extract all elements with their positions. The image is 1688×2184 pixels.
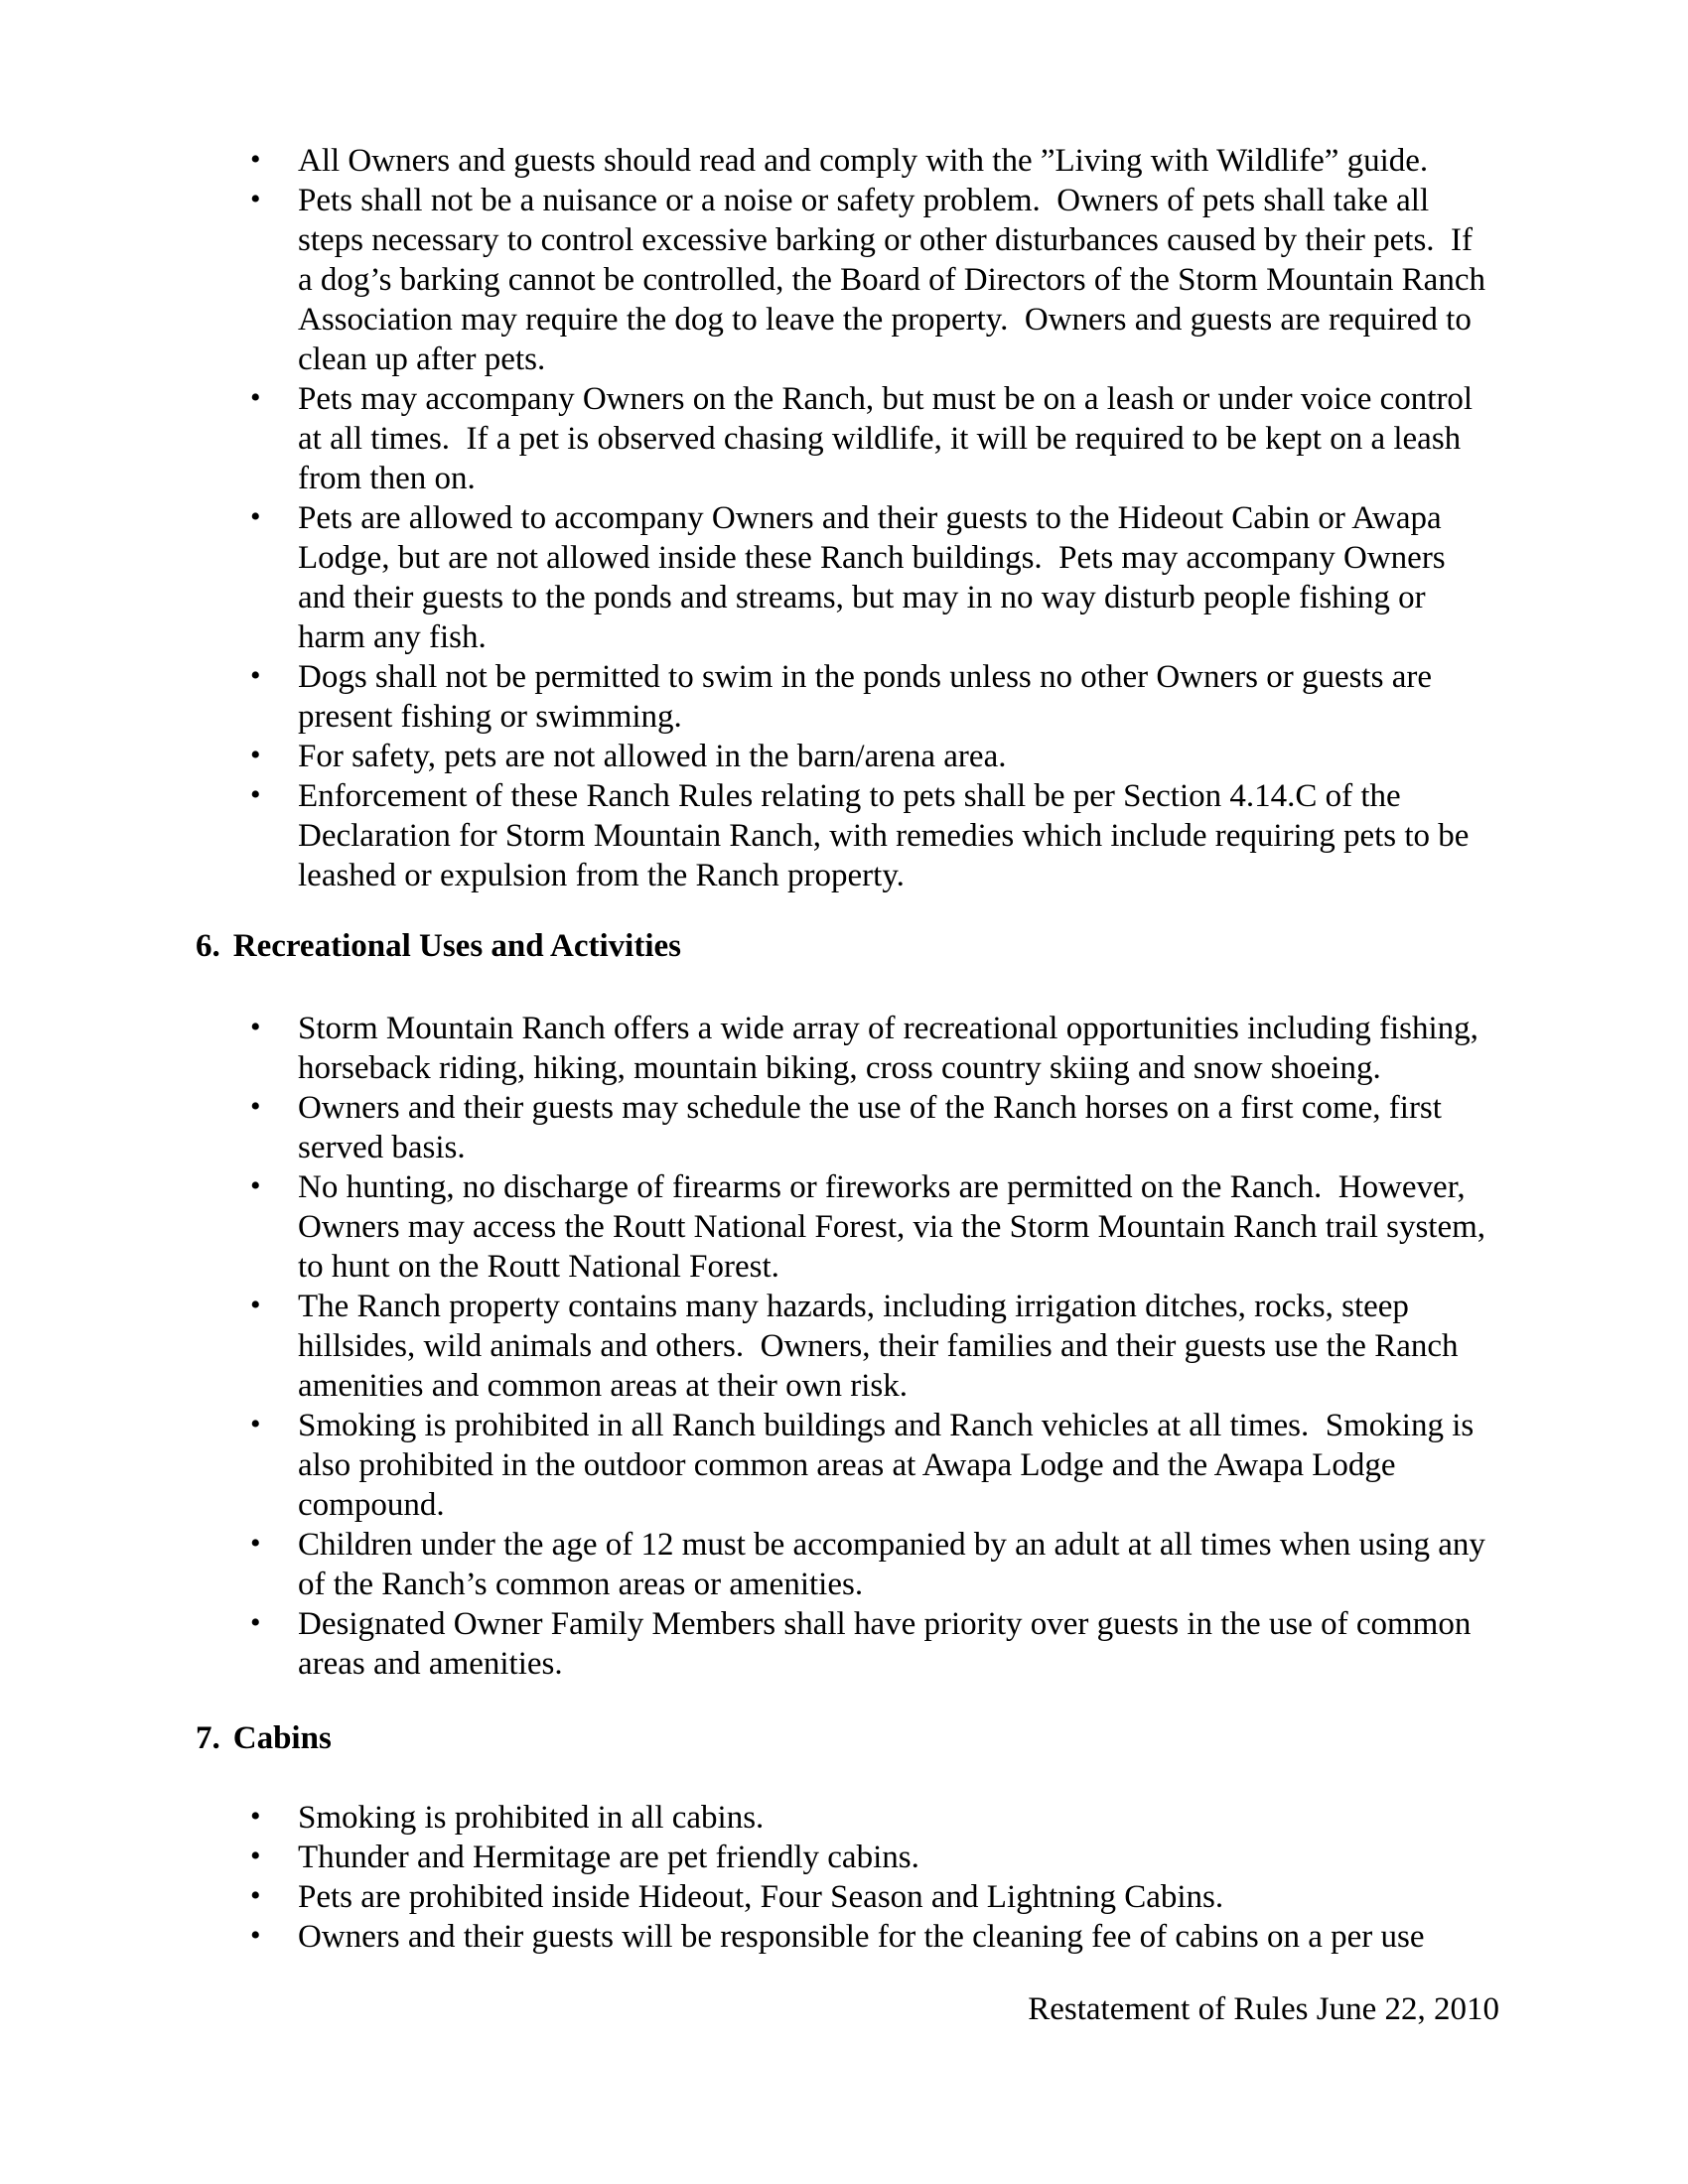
- bullet-text: The Ranch property contains many hazards, including irrigation ditches, rocks, steep hillsides, wild animals and others. Owners, their families and their guests use the Ranch amenities and common areas at their own risk.: [298, 1289, 1467, 1404]
- section-pets-rules: [0, 141, 1688, 895]
- bullet-icon: •: [250, 1527, 261, 1560]
- bullet-item: [248, 657, 1494, 737]
- bullet-item: [248, 498, 1494, 657]
- bullet-icon: •: [250, 183, 261, 215]
- bullet-icon: •: [250, 1169, 261, 1202]
- section-cabins: [0, 1718, 1688, 1957]
- bullet-icon: •: [250, 381, 261, 414]
- bullet-text: Enforcement of these Ranch Rules relating to pets shall be per Section 4.14.C of the Declaration for Storm Mountain Ranch, with remedies which include requiring pets to be leashed or expulsion from the Ranch property.: [298, 778, 1477, 893]
- section-number: 7.: [196, 1720, 220, 1756]
- bullet-item: [248, 1525, 1494, 1604]
- bullet-text: For safety, pets are not allowed in the barn/arena area.: [298, 739, 1007, 774]
- bullet-item: [248, 1877, 1494, 1917]
- bullet-item: [248, 1406, 1494, 1525]
- bullet-text: Children under the age of 12 must be accompanied by an adult at all times when using any of the Ranch’s common areas or amenities.: [298, 1527, 1494, 1602]
- bullet-text: Owners and their guests may schedule the use of the Ranch horses on a first come, first served basis.: [298, 1090, 1451, 1165]
- bullet-icon: •: [250, 143, 261, 176]
- bullet-text: Smoking is prohibited in all cabins.: [298, 1800, 765, 1836]
- bullet-icon: •: [250, 1011, 261, 1043]
- bullet-icon: •: [250, 500, 261, 533]
- bullet-item: [248, 141, 1494, 181]
- bullet-item: [248, 776, 1494, 895]
- bullet-text: Pets may accompany Owners on the Ranch, but must be on a leash or under voice control at all times. If a pet is observed chasing wildlife, it will be required to be kept on a leash from then on.: [298, 381, 1481, 496]
- recreational-rules-list: [248, 1009, 1494, 1684]
- bullet-icon: •: [250, 739, 261, 771]
- bullet-icon: •: [250, 1289, 261, 1321]
- bullet-item: [248, 1917, 1494, 1957]
- bullet-text: No hunting, no discharge of firearms or fireworks are permitted on the Ranch. However, Owners may access the Routt National Forest, via the Storm Mountain Ranch trail system, to hunt on the Routt National Forest.: [298, 1169, 1494, 1285]
- bullet-icon: •: [250, 1879, 261, 1912]
- bullet-icon: •: [250, 1090, 261, 1123]
- bullet-icon: •: [250, 1800, 261, 1833]
- section-title: Cabins: [232, 1720, 332, 1756]
- bullet-text: Storm Mountain Ranch offers a wide array of recreational opportunities including fishing, horseback riding, hiking, mountain biking, cross country skiing and snow shoeing.: [298, 1011, 1487, 1086]
- bullet-icon: •: [250, 659, 261, 692]
- bullet-icon: •: [250, 1840, 261, 1872]
- bullet-item: [248, 1167, 1494, 1287]
- page-footer: Restatement of Rules June 22, 2010: [1028, 1991, 1499, 2027]
- section-heading-cabins: [196, 1718, 1688, 1758]
- bullet-item: [248, 1088, 1494, 1167]
- section-title: Recreational Uses and Activities: [232, 928, 682, 964]
- bullet-text: Dogs shall not be permitted to swim in the ponds unless no other Owners or guests are present fishing or swimming.: [298, 659, 1441, 735]
- bullet-icon: •: [250, 1408, 261, 1440]
- bullet-text: Designated Owner Family Members shall have priority over guests in the use of common areas and amenities.: [298, 1606, 1479, 1682]
- bullet-text: Pets shall not be a nuisance or a noise or safety problem. Owners of pets shall take all steps necessary to control excessive barking or other disturbances caused by their pets. If a dog’s barking cannot be controlled, the Board of Directors of the Storm Mountain Ranch Association may require the dog to leave the property. Owners and guests are required to clean up after pets.: [298, 183, 1492, 377]
- section-heading-recreational: [196, 926, 1688, 966]
- section-recreational: [0, 926, 1688, 1684]
- cabins-rules-list: [248, 1798, 1494, 1957]
- section-number: 6.: [196, 928, 220, 964]
- bullet-item: [248, 1604, 1494, 1684]
- bullet-item: [248, 379, 1494, 498]
- bullet-item: [248, 1009, 1494, 1088]
- bullet-item: [248, 181, 1494, 379]
- bullet-text: Pets are allowed to accompany Owners and their guests to the Hideout Cabin or Awapa Lodge, but are not allowed inside these Ranch buildings. Pets may accompany Owners and their guests to the ponds and streams, but may in no way disturb people fishing or harm any fish.: [298, 500, 1454, 655]
- pets-rules-list: [248, 141, 1494, 895]
- bullet-text: Pets are prohibited inside Hideout, Four Season and Lightning Cabins.: [298, 1879, 1224, 1915]
- bullet-item: [248, 1798, 1494, 1838]
- bullet-icon: •: [250, 1919, 261, 1952]
- bullet-item: [248, 1287, 1494, 1406]
- bullet-item: [248, 737, 1494, 776]
- bullet-text: Thunder and Hermitage are pet friendly cabins.: [298, 1840, 919, 1875]
- bullet-text: Smoking is prohibited in all Ranch buildings and Ranch vehicles at all times. Smoking is also prohibited in the outdoor common areas at Awapa Lodge and the Awapa Lodge compound.: [298, 1408, 1482, 1523]
- bullet-icon: •: [250, 1606, 261, 1639]
- bullet-icon: •: [250, 778, 261, 811]
- bullet-text: All Owners and guests should read and comply with the ”Living with Wildlife” guide.: [298, 143, 1429, 179]
- bullet-text: Owners and their guests will be responsible for the cleaning fee of cabins on a per use: [298, 1919, 1425, 1955]
- bullet-item: [248, 1838, 1494, 1877]
